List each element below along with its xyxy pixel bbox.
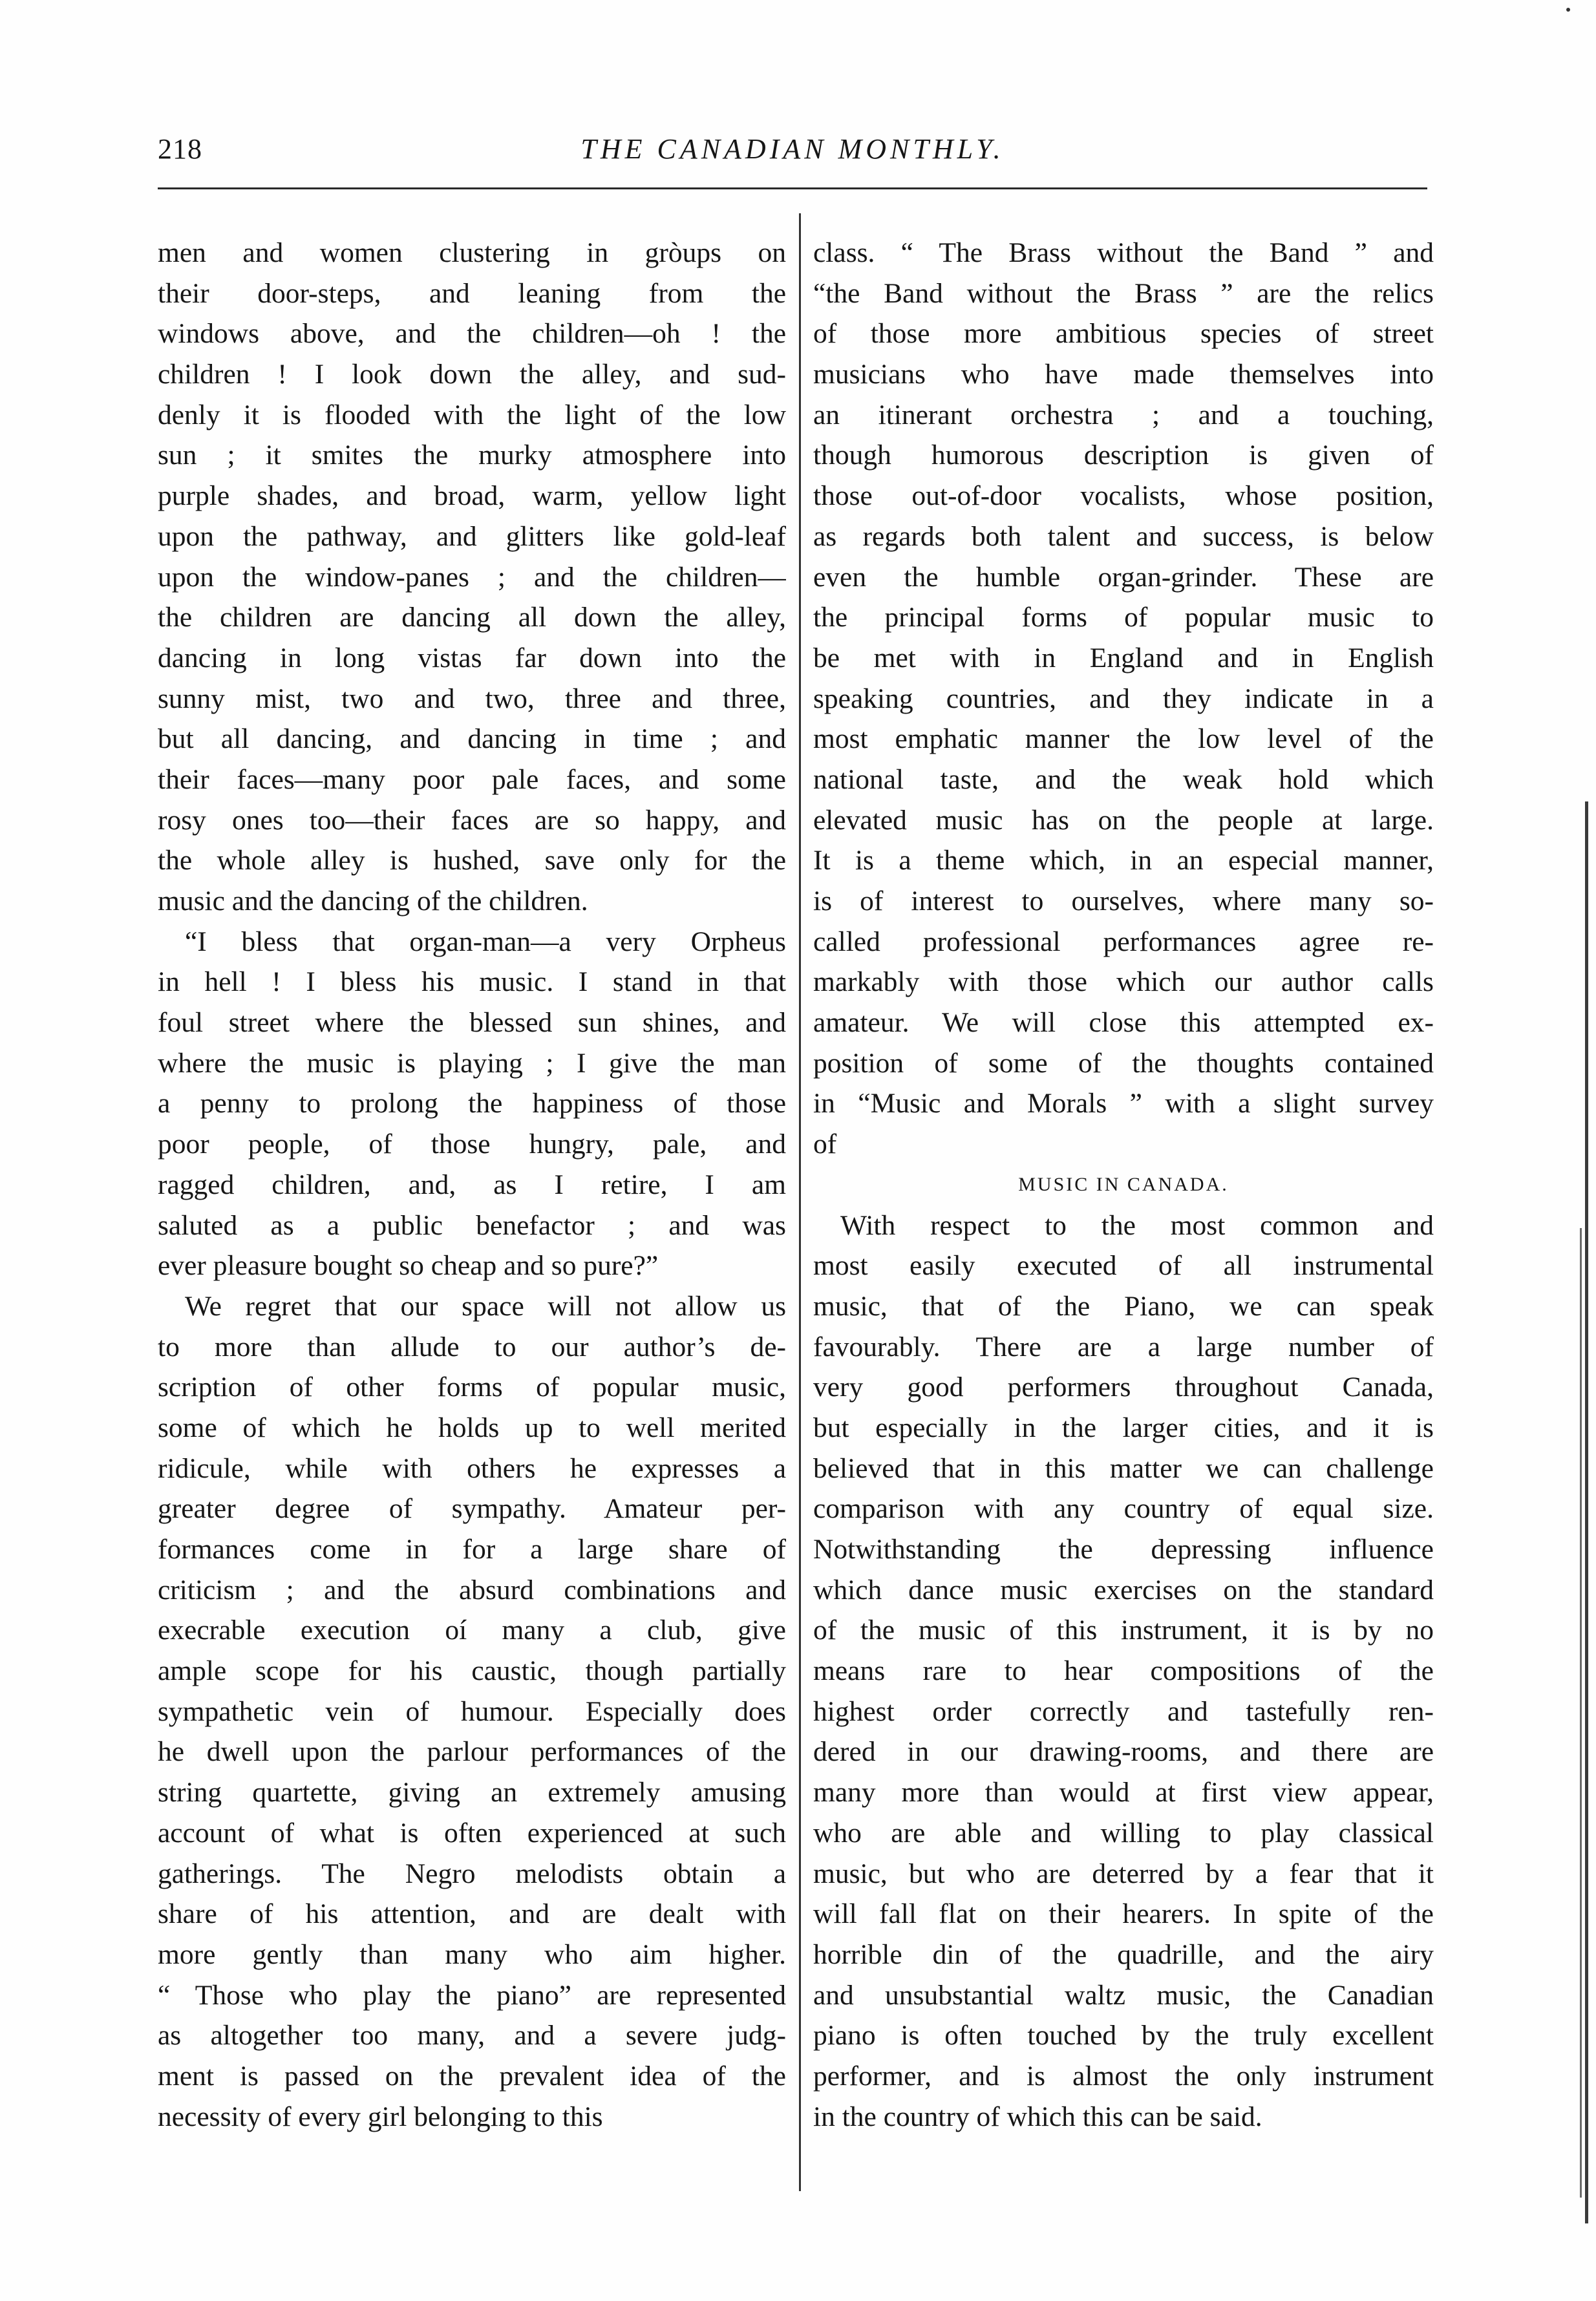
text-line: poor people, of those hungry, pale, and (158, 1129, 786, 1160)
text-line: denly it is flooded with the light of the low (158, 399, 786, 430)
text-line: sunny mist, two and two, three and three, (158, 683, 786, 714)
text-line: sympathetic vein of humour. Especially does (158, 1695, 786, 1727)
text-line: believed that in this matter we can challenge (813, 1452, 1434, 1484)
text-line: performer, and is almost the only instrument (813, 2060, 1434, 2092)
text-line: class. “ The Brass without the Band ” and (813, 237, 1434, 268)
text-line: musicians who have made themselves into (813, 359, 1434, 390)
text-line: children ! I look down the alley, and sud- (158, 359, 786, 390)
running-title: THE CANADIAN MONTHLY. (580, 133, 1005, 165)
text-line: ample scope for his caustic, though partially (158, 1655, 786, 1687)
text-line: many more than would at first view appear, (813, 1777, 1434, 1808)
text-line: greater degree of sympathy. Amateur per- (158, 1493, 786, 1525)
text-line: position of some of the thoughts contained (813, 1047, 1434, 1079)
text-line: most easily executed of all instrumental (813, 1250, 1434, 1282)
text-line: ragged children, and, as I retire, I am (158, 1169, 786, 1200)
text-line: “the Band without the Brass ” are the relics (813, 277, 1434, 309)
text-line: With respect to the most common and (840, 1209, 1434, 1241)
text-line: in the country of which this can be said. (813, 2101, 1262, 2132)
column-divider (799, 213, 801, 2191)
text-line: to more than allude to our author’s de- (158, 1331, 786, 1363)
text-line: gatherings. The Negro melodists obtain a (158, 1858, 786, 1889)
text-line: string quartette, giving an extremely amusing (158, 1777, 786, 1808)
header-rule (158, 187, 1427, 189)
text-line: dancing in long vistas far down into the (158, 642, 786, 673)
text-line: music, that of the Piano, we can speak (813, 1290, 1434, 1322)
text-line: necessity of every girl belonging to this (158, 2101, 603, 2132)
text-line: men and women clustering in gròups on (158, 237, 786, 268)
text-line: as altogether too many, and a severe judg- (158, 2020, 786, 2052)
left-column (158, 233, 786, 2137)
text-line: in hell ! I bless his music. I stand in that (158, 966, 786, 998)
text-line: very good performers throughout Canada, (813, 1372, 1434, 1403)
text-line: “I bless that organ-man—a very Orpheus (185, 926, 786, 957)
text-line: highest order correctly and tastefully ren- (813, 1695, 1434, 1727)
text-line: but all dancing, and dancing in time ; and (158, 723, 786, 755)
text-line: ment is passed on the prevalent idea of the (158, 2060, 786, 2092)
text-line: of the music of this instrument, it is by no (813, 1615, 1434, 1646)
text-line: foul street where the blessed sun shines, and (158, 1007, 786, 1039)
text-line: criticism ; and the absurd combinations and (158, 1574, 786, 1606)
text-line: their faces—many poor pale faces, and some (158, 763, 786, 795)
text-line: favourably. There are a large number of (813, 1331, 1434, 1363)
text-line: most emphatic manner the low level of the (813, 723, 1434, 755)
text-line: their door-steps, and leaning from the (158, 277, 786, 309)
text-line: will fall flat on their hearers. In spite of the (813, 1898, 1434, 1930)
text-line: music and the dancing of the children. (158, 885, 588, 917)
text-line: We regret that our space will not allow us (185, 1290, 786, 1322)
text-line: saluted as a public benefactor ; and was (158, 1209, 786, 1241)
corner-speck (1566, 8, 1570, 12)
text-line: share of his attention, and are dealt with (158, 1898, 786, 1930)
text-line: the principal forms of popular music to (813, 602, 1434, 633)
text-line: purple shades, and broad, warm, yellow light (158, 480, 786, 512)
text-line: sun ; it smites the murky atmosphere into (158, 440, 786, 471)
page-header (158, 133, 1427, 171)
text-line: some of which he holds up to well merited (158, 1412, 786, 1443)
text-line: called professional performances agree re- (813, 926, 1434, 957)
text-line: which dance music exercises on the standard (813, 1574, 1434, 1606)
text-line: means rare to hear compositions of the (813, 1655, 1434, 1687)
text-line: and unsubstantial waltz music, the Canadian (813, 1979, 1434, 2011)
page-edge-shadow (1585, 801, 1588, 2223)
page-number: 218 (158, 133, 202, 165)
text-line: is of interest to ourselves, where many so- (813, 885, 1434, 917)
text-line: he dwell upon the parlour performances of the (158, 1736, 786, 1768)
text-line: as regards both talent and success, is below (813, 520, 1434, 552)
text-line: where the music is playing ; I give the man (158, 1047, 786, 1079)
text-line: the children are dancing all down the alley, (158, 602, 786, 633)
text-line: formances come in for a large share of (158, 1534, 786, 1565)
text-line: who are able and willing to play classical (813, 1817, 1434, 1849)
right-column (813, 233, 1434, 2137)
text-line: music, but who are deterred by a fear that it (813, 1858, 1434, 1889)
text-line: speaking countries, and they indicate in a (813, 683, 1434, 714)
text-line: of those more ambitious species of street (813, 318, 1434, 350)
text-line: elevated music has on the people at large. (813, 804, 1434, 836)
text-line: piano is often touched by the truly excellent (813, 2020, 1434, 2052)
text-line: markably with those which our author calls (813, 966, 1434, 998)
text-line: comparison with any country of equal size. (813, 1493, 1434, 1525)
text-line: scription of other forms of popular music, (158, 1372, 786, 1403)
text-line: the whole alley is hushed, save only for the (158, 845, 786, 876)
text-line: horrible din of the quadrille, and the airy (813, 1938, 1434, 1970)
text-line: amateur. We will close this attempted ex- (813, 1007, 1434, 1039)
text-line: ever pleasure bought so cheap and so pure?” (158, 1250, 659, 1282)
text-line: in “Music and Morals ” with a slight survey (813, 1088, 1434, 1119)
text-line: of (813, 1129, 837, 1160)
text-line: more gently than many who aim higher. (158, 1938, 786, 1970)
text-line: though humorous description is given of (813, 440, 1434, 471)
text-line: upon the window-panes ; and the children— (158, 561, 786, 593)
text-line: an itinerant orchestra ; and a touching, (813, 399, 1434, 430)
text-line: “ Those who play the piano” are represented (158, 1979, 786, 2011)
text-line: ridicule, while with others he expresses a (158, 1452, 786, 1484)
text-line: upon the pathway, and glitters like gold-leaf (158, 520, 786, 552)
text-line: execrable execution oí many a club, give (158, 1615, 786, 1646)
text-line: rosy ones too—their faces are so happy, and (158, 804, 786, 836)
text-line: account of what is often experienced at such (158, 1817, 786, 1849)
text-line: windows above, and the children—oh ! the (158, 318, 786, 350)
text-line: Notwithstanding the depressing influence (813, 1534, 1434, 1565)
text-line: national taste, and the weak hold which (813, 763, 1434, 795)
text-line: but especially in the larger cities, and it is (813, 1412, 1434, 1443)
text-line: a penny to prolong the happiness of those (158, 1088, 786, 1119)
text-line: those out-of-door vocalists, whose position, (813, 480, 1434, 512)
text-line: It is a theme which, in an especial manner, (813, 845, 1434, 876)
section-heading: MUSIC IN CANADA. (1018, 1173, 1229, 1195)
text-line: even the humble organ-grinder. These are (813, 561, 1434, 593)
text-line: be met with in England and in English (813, 642, 1434, 673)
page-edge-shadow-inner (1580, 1228, 1582, 2198)
text-line: dered in our drawing-rooms, and there are (813, 1736, 1434, 1768)
